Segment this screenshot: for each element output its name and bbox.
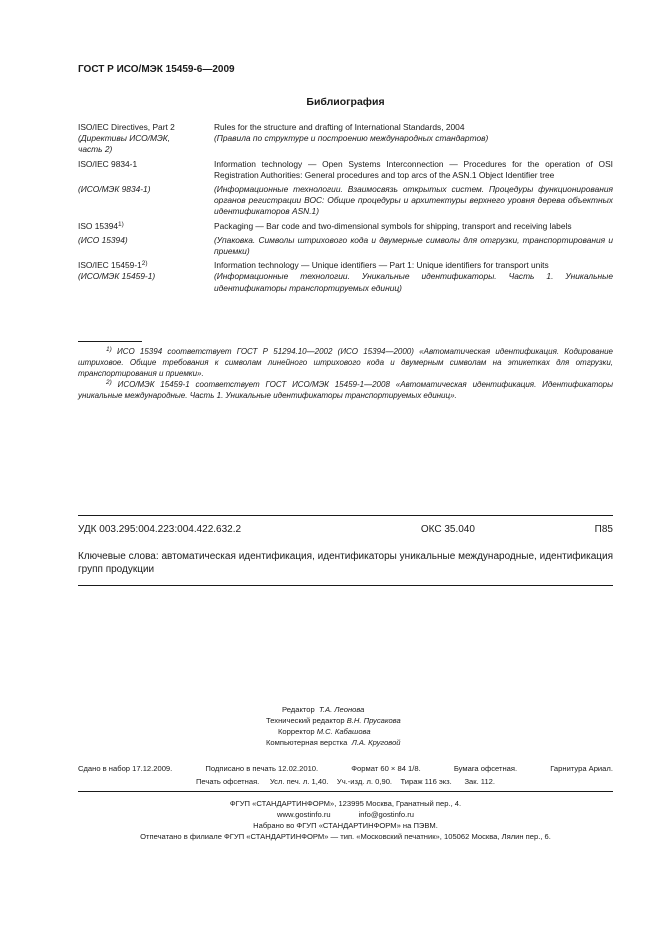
bib-text: (Правила по структуре и построению международных стандартов) [214,133,489,144]
bib-text: Information technology — Unique identifiers — Part 1: Unique identifiers for transport units [214,260,549,271]
classifier-code: П85 [594,524,613,535]
publishing-line [78,775,613,788]
website-link[interactable]: www.gostinfo.ru [276,810,331,819]
credit-name: Л.А. Круговой [351,738,401,747]
publishing-field: Формат 60 × 84 1/8. [351,764,421,773]
footnotes [78,346,613,401]
bib-ref-text: ISO/IEC 9834-1 [78,158,138,169]
publishing-field: Подписано в печать 12.02.2010. [205,764,319,773]
bib-text: (Информационные технологии. Уникальные идентификаторы. Часть 1. Уникальные идентификаторы транспортируемых единиц) [214,271,613,293]
bib-text: Rules for the structure and drafting of International Standards, 2004 [214,122,465,132]
oks-code: ОКС 35.040 [420,524,475,535]
credit-name: М.С. Кабашова [316,727,371,736]
publishing-field: Бумага офсетная. [453,764,518,773]
bib-ref-text: ISO/IEC Directives, Part 2 [78,122,175,132]
bib-text: Packaging — Bar code and two-dimensional symbols for shipping, transport and receiving labels [214,220,572,231]
credit-line [0,704,661,715]
credit-role: Компьютерная верстка [266,738,348,747]
credits [0,704,661,748]
bib-ref-text: ISO/IEC 15459-1 [78,260,142,271]
printer-address: ФГУП «СТАНДАРТИНФОРМ», 123995 Москва, Гранатный пер., 4. [229,799,462,808]
printer-contacts [78,809,613,820]
bib-entry [78,159,613,181]
bib-ref-text: (Директивы ИСО/МЭК, часть 2) [78,133,171,155]
divider [78,515,613,516]
printer-info [78,798,613,842]
footnote [78,379,613,401]
credit-role: Редактор [282,705,315,714]
bib-ref-text: (ИСО/МЭК 15459-1) [78,271,156,282]
publishing-field: Гарнитура Ариал. [550,764,613,773]
bib-ref [78,235,214,257]
credit-line [0,726,661,737]
credit-line [0,715,661,726]
credit-name: Т.А. Леонова [318,705,365,714]
divider [78,791,613,792]
bib-entry [78,221,613,232]
document-header: ГОСТ Р ИСО/МЭК 15459-6—2009 [78,64,235,75]
footnote-mark: 2) [106,379,112,386]
bibliography-title: Библиография [306,96,385,108]
bib-ref [78,122,214,133]
bib-entry [78,260,613,271]
bibliography-list [78,122,613,294]
classification-row [78,524,613,535]
publishing-info [78,762,613,788]
footnote-mark: 1) [118,220,124,228]
credit-role: Технический редактор [266,716,345,725]
footnote [78,346,613,379]
udk-code: УДК 003.295:004.223:004.422.632.2 [78,524,242,535]
bib-ref [78,221,214,232]
publishing-field: Печать офсетная. [195,777,260,786]
footnote-mark: 2) [141,260,148,268]
bib-text: (Информационные технологии. Взаимосвязь открытых систем. Процедуры функционирования органов регистрации ВОС: Общие процедуры и архитектуры верхнего уровня дерева объектных идентификаторов ASN.1) [214,184,613,217]
footnote-separator [78,341,142,342]
bib-ref-text: (ИСО 15394) [78,234,128,245]
publishing-field: Зак. 112. [464,777,496,786]
bib-ref-text: (ИСО/МЭК 9834-1) [78,184,151,195]
publishing-field: Сдано в набор 17.12.2009. [78,764,173,773]
bib-ref [78,184,214,218]
divider [78,585,613,586]
footnote-mark: 1) [106,346,112,353]
bib-entry [78,133,613,155]
printed-note: Отпечатано в филиале ФГУП «СТАНДАРТИНФОРМ» — тип. «Московский печатник», 105062 Москва, Лялин пер., 6. [140,832,551,841]
bib-entry [78,235,613,257]
bib-text: Information technology — Open Systems Interconnection — Procedures for the operation of OSI Registration Authorities: General procedures and top arcs of the ASN.1 Object Identifier tree [214,158,613,180]
bib-entry [78,184,613,218]
publishing-line [78,762,613,775]
typeset-note: Набрано во ФГУП «СТАНДАРТИНФОРМ» на ПЭВМ. [253,821,438,830]
publishing-field: Тираж 116 экз. [400,777,452,786]
bib-ref [78,133,214,155]
bib-entry [78,122,613,133]
credit-line [0,737,661,748]
footnote-text: ИСО 15394 соответствует ГОСТ Р 51294.10—2002 (ИСО 15394—2000) «Автоматическая идентификация. Кодирование штриховое. Общие требования к символам линейного штрихового кода и двумерным символам на этикетках для отгрузки, транспортирования и приемки». [78,347,613,378]
bib-ref [78,271,214,293]
bib-ref [78,260,214,271]
bib-ref [78,159,214,181]
bib-entry [78,271,613,293]
credit-role: Корректор [278,727,315,736]
publishing-field: Усл. печ. л. 1,40. [269,777,329,786]
bib-text: (Упаковка. Символы штрихового кода и двумерные символы для отгрузки, транспортирования и приемки) [214,234,613,257]
email-link[interactable]: info@gostinfo.ru [358,810,415,819]
footnote-text: ИСО/МЭК 15459-1 соответствует ГОСТ ИСО/МЭК 15459-1—2008 «Автоматическая идентификация. Идентификаторы уникальные международные. Часть 1. Уникальные идентификаторы транспортируемых единиц». [78,380,613,400]
credit-name: В.Н. Прусакова [346,716,401,725]
keywords: Ключевые слова: автоматическая идентификация, идентификаторы уникальные международные, идентификация групп продукции [78,551,613,575]
bib-ref-text: ISO 15394 [78,220,119,231]
publishing-field: Уч.-изд. л. 0,90. [336,777,393,786]
